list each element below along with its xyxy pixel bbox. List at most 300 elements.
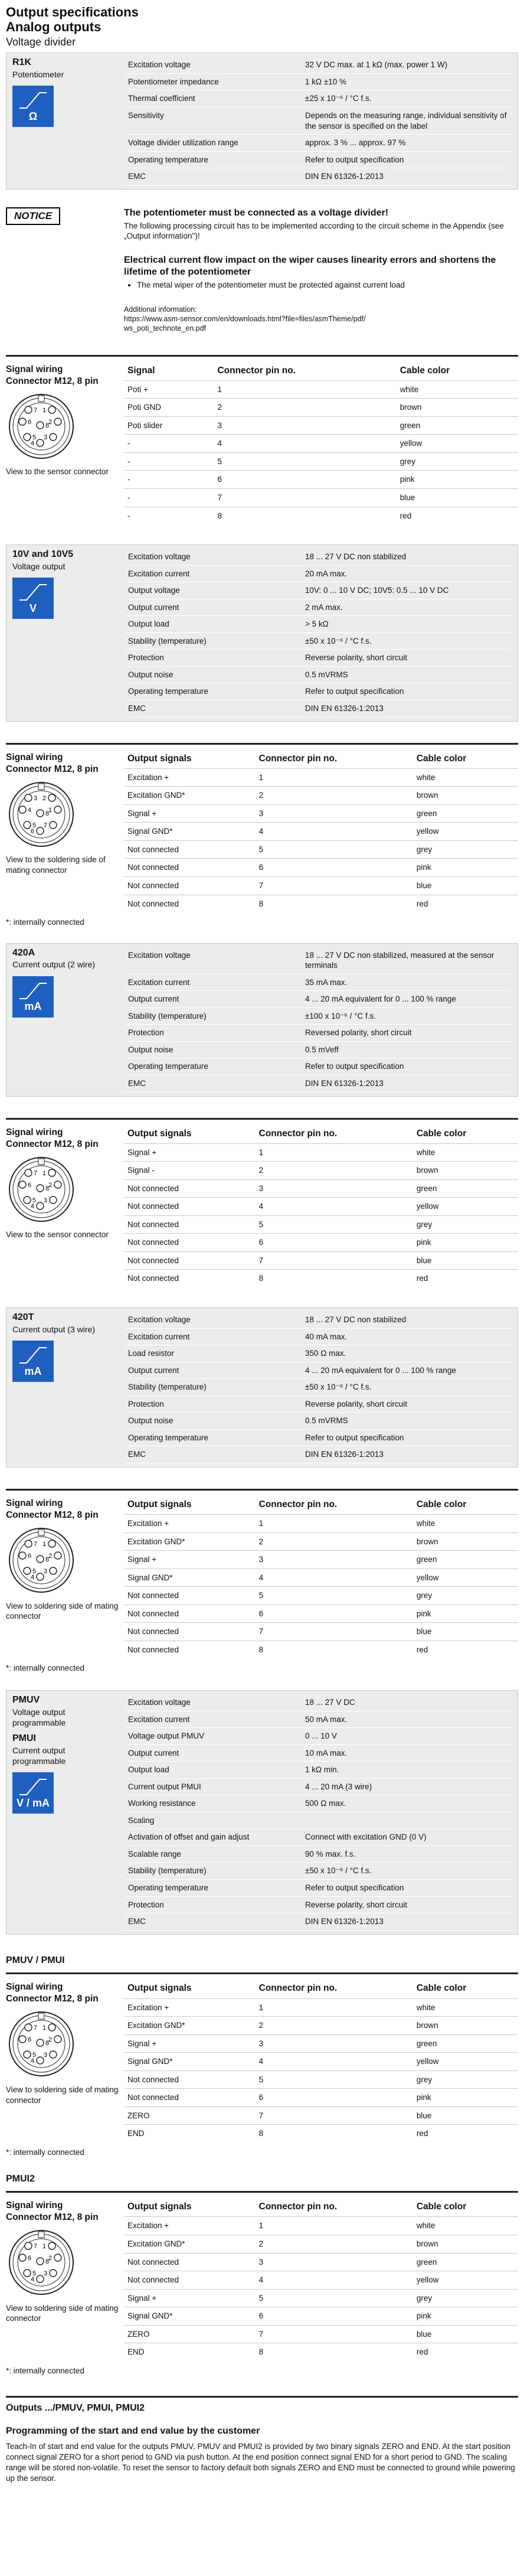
svg-text:6: 6	[28, 418, 32, 426]
wiring-cell: 7	[256, 2325, 413, 2343]
wiring-cell: Not connected	[124, 1234, 256, 1252]
spec-key: Stability (temperature)	[125, 632, 302, 650]
svg-text:4: 4	[31, 2276, 35, 2284]
spec-row	[125, 168, 512, 185]
wiring-cell: brown	[413, 2017, 518, 2035]
spec-row	[125, 700, 512, 717]
spec-key: Excitation voltage	[125, 1312, 302, 1328]
svg-text:1: 1	[42, 2243, 47, 2251]
wiring-cell: red	[413, 1270, 518, 1287]
spec-value: 50 mA max.	[302, 1711, 512, 1728]
connector-type: Connector M12, 8 pin	[6, 376, 99, 386]
svg-text:7: 7	[34, 1169, 38, 1177]
footnote: *: internally connected	[6, 2366, 84, 2375]
notice-label: NOTICE	[6, 207, 60, 225]
wiring-cell: Signal +	[124, 1143, 256, 1162]
spec-value: Reverse polarity, short circuit	[302, 650, 512, 667]
wiring-row	[124, 2034, 518, 2053]
wiring-row	[124, 876, 518, 895]
spec-row	[125, 1845, 512, 1863]
output-type-icon: Ω	[12, 86, 54, 127]
wiring-cell: -	[124, 452, 214, 471]
spec-value: DIN EN 61326-1:2013	[302, 1075, 512, 1092]
wiring-cell: 1	[256, 1143, 413, 1162]
svg-text:1: 1	[42, 1540, 47, 1548]
wiring-cell: 5	[256, 1215, 413, 1234]
spec-value: 10 mA max.	[302, 1744, 512, 1762]
wiring-row	[124, 1179, 518, 1198]
spec-value: 18 ... 27 V DC	[302, 1694, 512, 1711]
wiring-row	[124, 1270, 518, 1287]
wiring-cell: 5	[214, 452, 396, 471]
svg-text:6: 6	[28, 2036, 32, 2044]
wiring-cell: 6	[256, 2089, 413, 2107]
wiring-cell: yellow	[413, 1569, 518, 1587]
spec-row	[125, 1744, 512, 1762]
wiring-cell: grey	[413, 2070, 518, 2089]
spec-value: ±100 x 10⁻⁶ / °C f.s.	[302, 1007, 512, 1025]
spec-value: Refer to output specification	[302, 1058, 512, 1075]
wiring-cell: Excitation +	[124, 2217, 256, 2235]
wiring-row	[124, 1605, 518, 1623]
wiring-cell: Not connected	[124, 1641, 256, 1658]
spec-row	[125, 666, 512, 683]
output-type: Voltage output programmable	[12, 1707, 66, 1727]
wiring-cell: 4	[256, 823, 413, 841]
wiring-cell: 8	[214, 507, 396, 524]
wiring-cell: 8	[256, 1641, 413, 1658]
wiring-cell: 1	[256, 1998, 413, 2017]
column-header: Connector pin no.	[217, 365, 296, 376]
spec-row	[125, 1362, 512, 1379]
spec-key: EMC	[125, 168, 302, 185]
svg-text:2: 2	[48, 2036, 53, 2044]
svg-text:7: 7	[34, 2024, 38, 2032]
wiring-cell: 4	[214, 435, 396, 453]
wiring-row	[124, 895, 518, 912]
wiring-title: Signal wiring	[6, 1982, 63, 1993]
spec-row	[125, 582, 512, 599]
wiring-cell: 6	[256, 1605, 413, 1623]
w4-wiring	[6, 1489, 518, 1659]
wiring-cell: 3	[214, 416, 396, 435]
spec-key: Output load	[125, 1762, 302, 1779]
info-link[interactable]: https://www.asm-sensor.com/en/downloads.html?file=files/asmTheme/pdf/	[124, 315, 366, 324]
spec-value: 2 mA max.	[302, 599, 512, 616]
spec-key: Operating temperature	[125, 151, 302, 168]
page-subtitle: Analog outputs	[6, 19, 101, 34]
wiring-cell: 8	[256, 2343, 413, 2361]
spec-value: 40 mA max.	[302, 1328, 512, 1345]
wiring-cell: Signal +	[124, 804, 256, 823]
svg-text:4: 4	[28, 806, 32, 814]
column-header: Cable color	[416, 1128, 467, 1139]
w6-wiring	[6, 2191, 518, 2361]
spec-value: Refer to output specification	[302, 683, 512, 700]
wiring-cell: 3	[256, 2034, 413, 2053]
page-title: Output specifications	[6, 5, 139, 19]
wiring-cell: 2	[256, 2017, 413, 2035]
v10-spec-block	[6, 544, 518, 721]
spec-row	[125, 616, 512, 633]
spec-row	[125, 1058, 512, 1075]
wiring-cell: Not connected	[124, 1251, 256, 1270]
spec-value: DIN EN 61326-1:2013	[302, 700, 512, 717]
spec-row	[125, 1812, 512, 1829]
output-curve-icon	[18, 90, 48, 109]
wiring-cell: pink	[413, 1605, 518, 1623]
svg-text:2: 2	[48, 418, 53, 426]
spec-value: Depends on the measuring range, individual sensitivity of the sensor is specified on the label	[302, 107, 512, 135]
pmui2-heading: PMUI2	[6, 2173, 35, 2184]
spec-value: DIN EN 61326-1:2013	[302, 168, 512, 185]
m12-connector-icon	[6, 1525, 77, 1596]
additional-info: Additional information:	[124, 305, 197, 314]
wiring-cell: Not connected	[124, 1605, 256, 1623]
connector-type: Connector M12, 8 pin	[6, 1509, 99, 1520]
wiring-cell: 1	[256, 2217, 413, 2235]
wiring-cell: green	[413, 2034, 518, 2053]
spec-row	[125, 599, 512, 616]
spec-value: 4 ... 20 mA equivalent for 0 ... 100 % range	[302, 991, 512, 1008]
connector-view-note: View to the soldering side of mating connector	[6, 855, 106, 875]
svg-text:6: 6	[28, 2255, 32, 2262]
wiring-cell: 7	[256, 2107, 413, 2125]
spec-row	[125, 947, 512, 974]
wiring-cell: grey	[397, 452, 518, 471]
wiring-cell: 3	[256, 1179, 413, 1198]
svg-text:8: 8	[45, 422, 50, 429]
wiring-cell: Excitation +	[124, 1998, 256, 2017]
wiring-row	[124, 1641, 518, 1658]
wiring-cell: 5	[256, 1587, 413, 1605]
spec-value: Reversed polarity, short circuit	[302, 1025, 512, 1042]
wiring-cell: brown	[397, 399, 518, 417]
wiring-row	[124, 859, 518, 877]
spec-value: 1 kΩ min.	[302, 1762, 512, 1779]
spec-key: Current output PMUI	[125, 1778, 302, 1795]
wiring-cell: ZERO	[124, 2325, 256, 2343]
spec-key: Voltage output PMUV	[125, 1728, 302, 1745]
spec-row	[125, 1075, 512, 1092]
wiring-cell: 6	[256, 1234, 413, 1252]
spec-row	[125, 1041, 512, 1058]
wiring-row	[124, 1587, 518, 1605]
spec-value: ±50 x 10⁻⁶ / °C f.s.	[302, 632, 512, 650]
svg-text:3: 3	[44, 1196, 48, 1204]
programming-subheading: Programming of the start and end value by the customer	[6, 2426, 260, 2437]
wiring-cell: 8	[256, 2125, 413, 2143]
wiring-row	[124, 2017, 518, 2035]
wiring-cell: pink	[397, 471, 518, 489]
m12-connector-icon	[6, 1154, 77, 1225]
spec-value: 90 % max. f.s.	[302, 1845, 512, 1863]
wiring-cell: Signal GND*	[124, 2053, 256, 2071]
wiring-cell: 4	[256, 2271, 413, 2290]
wiring-cell: yellow	[397, 435, 518, 453]
wiring-cell: 2	[256, 1532, 413, 1551]
info-link-2[interactable]: ws_poti_technote_en.pdf	[124, 324, 206, 333]
wiring-title: Signal wiring	[6, 1127, 63, 1137]
spec-key: Activation of offset and gain adjust	[125, 1829, 302, 1846]
wiring-cell: 1	[214, 380, 396, 399]
spec-key: Output current	[125, 1744, 302, 1762]
spec-row	[125, 1694, 512, 1711]
svg-text:5: 5	[32, 821, 37, 829]
wiring-cell: yellow	[413, 2053, 518, 2071]
notice-warning: Electrical current flow impact on the wiper causes linearity errors and shortens the lifetime of the potentiometer	[124, 255, 496, 278]
spec-row	[125, 1395, 512, 1413]
spec-key: Output noise	[125, 1041, 302, 1058]
m12-connector-icon	[6, 779, 77, 850]
wiring-row	[124, 823, 518, 841]
output-type: Current output (3 wire)	[12, 1324, 96, 1334]
spec-key: Operating temperature	[125, 1429, 302, 1446]
spec-value: Refer to output specification	[302, 1429, 512, 1446]
wiring-cell: 2	[256, 2235, 413, 2254]
spec-value: 10V: 0 ... 10 V DC; 10V5: 0.5 ... 10 V DC	[302, 582, 512, 599]
wiring-row	[124, 2307, 518, 2326]
wiring-row	[124, 416, 518, 435]
spec-key: Output noise	[125, 1413, 302, 1430]
wiring-cell: 8	[256, 895, 413, 912]
svg-text:2: 2	[48, 1181, 53, 1189]
wiring-cell: green	[413, 1179, 518, 1198]
spec-row	[125, 1413, 512, 1430]
wiring-cell: green	[413, 2253, 518, 2271]
wiring-row	[124, 2217, 518, 2235]
spec-row	[125, 1007, 512, 1025]
w3-wiring	[6, 1118, 518, 1288]
spec-row	[125, 90, 512, 107]
spec-row	[125, 1896, 512, 1913]
spec-key: Sensitivity	[125, 107, 302, 135]
m12-connector-icon	[6, 2227, 77, 2298]
svg-text:4: 4	[31, 439, 35, 447]
wiring-cell: 5	[256, 840, 413, 859]
wiring-cell: red	[413, 1641, 518, 1658]
footnote: *: internally connected	[6, 1664, 84, 1673]
svg-text:6: 6	[31, 827, 35, 835]
wiring-title: Signal wiring	[6, 752, 63, 762]
wiring-cell: brown	[413, 2235, 518, 2254]
spec-row	[125, 57, 512, 73]
wiring-cell: blue	[413, 2325, 518, 2343]
t420-spec-block	[6, 1307, 518, 1468]
spec-value: approx. 3 % ... approx. 97 %	[302, 135, 512, 152]
w1-wiring	[6, 355, 518, 525]
spec-value: 1 kΩ ±10 %	[302, 73, 512, 90]
spec-row	[125, 1863, 512, 1880]
output-curve-icon	[18, 1777, 48, 1796]
spec-value: 0 ... 10 V	[302, 1728, 512, 1745]
spec-row	[125, 1728, 512, 1745]
spec-row	[125, 632, 512, 650]
a420-spec-block	[6, 943, 518, 1097]
wiring-cell: Not connected	[124, 1623, 256, 1641]
wiring-cell: 4	[256, 1198, 413, 1216]
pmuv-spec-block	[6, 1690, 518, 1935]
connector-view-note: View to soldering side of mating connector	[6, 2303, 119, 2323]
wiring-cell: brown	[413, 787, 518, 805]
svg-text:7: 7	[44, 821, 48, 829]
svg-text:2: 2	[42, 794, 47, 802]
spec-value: Reverse polarity, short circuit	[302, 1896, 512, 1913]
output-name: 420T	[12, 1312, 34, 1323]
wiring-row	[124, 2343, 518, 2361]
spec-row	[125, 565, 512, 582]
wiring-cell: white	[413, 1515, 518, 1533]
notice-bullet: • The metal wiper of the potentiometer must be protected against current load	[137, 280, 518, 291]
wiring-cell: Excitation GND*	[124, 1532, 256, 1551]
wiring-cell: Not connected	[124, 1198, 256, 1216]
spec-row	[125, 1795, 512, 1812]
svg-text:2: 2	[48, 1552, 53, 1560]
wiring-cell: green	[397, 416, 518, 435]
wiring-cell: Not connected	[124, 1587, 256, 1605]
column-header: Connector pin no.	[258, 753, 338, 764]
spec-value: Reverse polarity, short circuit	[302, 1395, 512, 1413]
wiring-cell: 2	[214, 399, 396, 417]
wiring-row	[124, 2125, 518, 2143]
svg-text:4: 4	[31, 1573, 35, 1581]
wiring-cell: 5	[256, 2289, 413, 2307]
wiring-cell: 2	[256, 1162, 413, 1180]
wiring-cell: 1	[256, 768, 413, 787]
spec-value: 35 mA max.	[302, 974, 512, 991]
spec-key: Excitation current	[125, 1711, 302, 1728]
wiring-cell: Not connected	[124, 2070, 256, 2089]
spec-row	[125, 1025, 512, 1042]
svg-text:5: 5	[32, 2270, 37, 2278]
wiring-cell: 3	[256, 2253, 413, 2271]
wiring-cell: Not connected	[124, 895, 256, 912]
wiring-row	[124, 1143, 518, 1162]
wiring-row	[124, 507, 518, 524]
svg-text:5: 5	[32, 433, 37, 441]
wiring-cell: Poti GND	[124, 399, 214, 417]
wiring-row	[124, 2289, 518, 2307]
svg-text:1: 1	[48, 806, 53, 814]
output-type: Potentiometer	[12, 70, 64, 80]
spec-row	[125, 1778, 512, 1795]
wiring-cell: red	[413, 2343, 518, 2361]
svg-text:3: 3	[34, 794, 38, 802]
wiring-row	[124, 452, 518, 471]
spec-row	[125, 1711, 512, 1728]
wiring-cell: 8	[256, 1270, 413, 1287]
wiring-cell: 3	[256, 1551, 413, 1569]
svg-text:3: 3	[44, 433, 48, 441]
spec-value: 20 mA max.	[302, 565, 512, 582]
wiring-cell: Signal GND*	[124, 823, 256, 841]
section-subtitle: Voltage divider	[6, 36, 76, 48]
svg-text:8: 8	[45, 2258, 50, 2266]
spec-key: Excitation voltage	[125, 947, 302, 974]
wiring-row	[124, 2089, 518, 2107]
wiring-row	[124, 2053, 518, 2071]
spec-row	[125, 1446, 512, 1463]
wiring-cell: Not connected	[124, 840, 256, 859]
spec-value: 18 ... 27 V DC non stabilized	[302, 549, 512, 565]
wiring-cell: pink	[413, 859, 518, 877]
m12-connector-icon	[6, 391, 77, 462]
svg-text:8: 8	[45, 1556, 50, 1563]
wiring-cell: grey	[413, 1587, 518, 1605]
spec-value: DIN EN 61326-1:2013	[302, 1913, 512, 1931]
spec-row	[125, 1880, 512, 1897]
wiring-cell: white	[397, 380, 518, 399]
wiring-cell: 5	[256, 2070, 413, 2089]
spec-key: Protection	[125, 650, 302, 667]
wiring-cell: 1	[256, 1515, 413, 1533]
spec-row	[125, 107, 512, 135]
spec-value: Connect with excitation GND (0 V)	[302, 1829, 512, 1846]
spec-key: Scalable range	[125, 1845, 302, 1863]
wiring-cell: yellow	[413, 823, 518, 841]
spec-row	[125, 1345, 512, 1362]
wiring-cell: blue	[397, 488, 518, 507]
wiring-cell: Signal +	[124, 2289, 256, 2307]
spec-key: Protection	[125, 1896, 302, 1913]
output-type: Current output (2 wire)	[12, 960, 96, 970]
spec-value: 0.5 mVRMS	[302, 666, 512, 683]
spec-value: 0.5 mVRMS	[302, 1413, 512, 1430]
notice-block	[6, 205, 518, 334]
spec-value: 18 ... 27 V DC non stabilized, measured at the sensor terminals	[302, 947, 512, 974]
wiring-row	[124, 1162, 518, 1180]
connector-type: Connector M12, 8 pin	[6, 1994, 99, 2004]
spec-row	[125, 1312, 512, 1328]
wiring-row	[124, 768, 518, 787]
spec-key: Excitation voltage	[125, 57, 302, 73]
wiring-cell: -	[124, 507, 214, 524]
wiring-cell: END	[124, 2125, 256, 2143]
svg-text:3: 3	[44, 2052, 48, 2059]
wiring-cell: Excitation GND*	[124, 2235, 256, 2254]
footnote: *: internally connected	[6, 918, 84, 927]
output-curve-icon	[18, 1345, 48, 1364]
spec-key: Excitation current	[125, 565, 302, 582]
wiring-cell: 6	[256, 2307, 413, 2326]
programming-heading: Outputs .../PMUV, PMUI, PMUI2	[6, 2403, 145, 2414]
wiring-cell: green	[413, 1551, 518, 1569]
wiring-cell: Not connected	[124, 1179, 256, 1198]
wiring-cell: END	[124, 2343, 256, 2361]
output-name: PMUV	[12, 1695, 40, 1706]
wiring-cell: white	[413, 768, 518, 787]
spec-key: EMC	[125, 700, 302, 717]
spec-row	[125, 650, 512, 667]
spec-value: ±50 x 10⁻⁶ / °C f.s.	[302, 1379, 512, 1396]
spec-value: 4 ... 20 mA equivalent for 0 ... 100 % range	[302, 1362, 512, 1379]
output-name-2: PMUI	[12, 1733, 36, 1744]
output-type-icon: mA	[12, 976, 54, 1018]
wiring-cell: white	[413, 1143, 518, 1162]
spec-key: Output current	[125, 599, 302, 616]
spec-row	[125, 974, 512, 991]
wiring-cell: 7	[256, 1623, 413, 1641]
notice-text: The following processing circuit has to be implemented according to the circuit scheme in the Appendix (see „Output information")!	[124, 221, 504, 241]
connector-type: Connector M12, 8 pin	[6, 1139, 99, 1149]
wiring-row	[124, 1251, 518, 1270]
wiring-row	[124, 1569, 518, 1587]
wiring-row	[124, 1532, 518, 1551]
spec-key: Voltage divider utilization range	[125, 135, 302, 152]
spec-key: Stability (temperature)	[125, 1379, 302, 1396]
spec-key: Working resistance	[125, 1795, 302, 1812]
output-type-icon: V / mA	[12, 1772, 54, 1814]
